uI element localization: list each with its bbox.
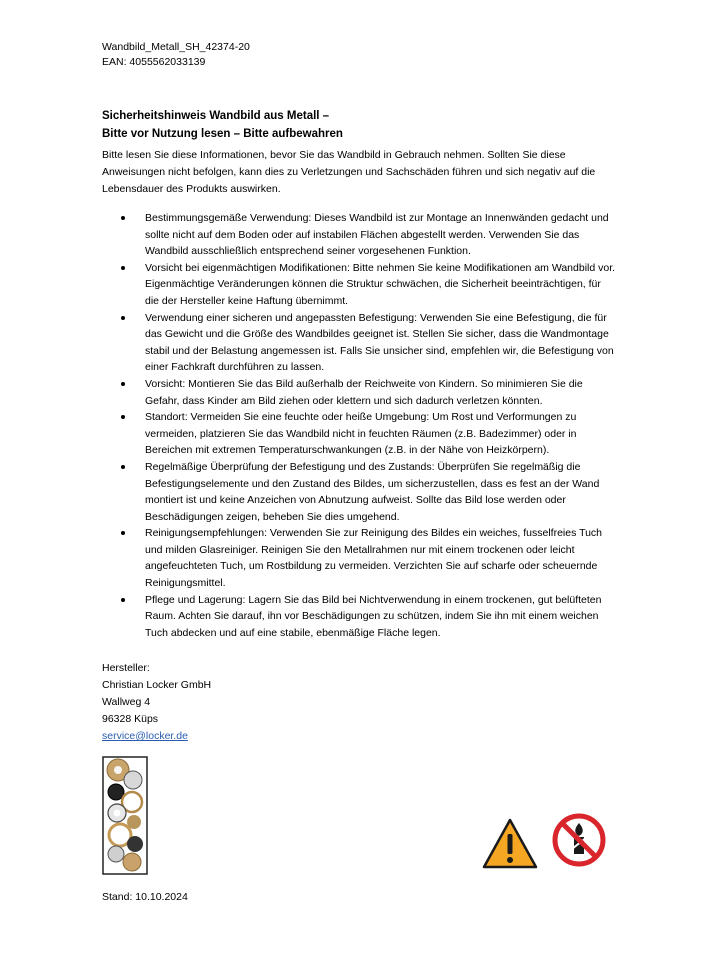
manufacturer-street: Wallweg 4 [102, 696, 151, 709]
list-item: Vorsicht bei eigenmächtigen Modifikationen: Bitte nehmen Sie keine Modifikationen am Wandbild vor. Eigenmächtige Veränderungen können die Struktur schwächen, die Sicherheit beeinträchtigen, für die der Hersteller keine Haftung übernimmt. [102, 260, 617, 310]
bullet-icon [121, 415, 125, 419]
document [102, 40, 622, 745]
bullet-icon [121, 382, 125, 386]
title-line-2: Bitte vor Nutzung lesen – Bitte aufbewahren [102, 128, 343, 140]
bullet-icon [121, 216, 125, 220]
list-item: Verwendung einer sicheren und angepassten Befestigung: Verwenden Sie eine Befestigung, die für das Gewicht und die Größe des Wandbildes geeignet ist. Stellen Sie sicher, dass die Wandmontage stabil und der Belastung angemessen ist. Falls Sie unsicher sind, empfehlen wir, die Befestigung von einer Fachkraft durchführen zu lassen. [102, 310, 617, 376]
bullet-icon [121, 266, 125, 270]
revision-date: Stand: 10.10.2024 [102, 891, 188, 903]
bullet-icon [121, 531, 125, 535]
title-line-1: Sicherheitshinweis Wandbild aus Metall – [102, 110, 330, 122]
list-item: Bestimmungsgemäße Verwendung: Dieses Wandbild ist zur Montage an Innenwänden gedacht und sollte nicht auf dem Boden oder auf instabilen Flächen abgestellt werden. Verwenden Sie das Wandbild ausschließlich entsprechend seiner vorgesehenen Funktion. [102, 210, 617, 260]
manufacturer-name: Christian Locker GmbH [102, 679, 212, 692]
no-open-flame-icon [552, 813, 606, 867]
product-image [102, 756, 148, 875]
list-item: Pflege und Lagerung: Lagern Sie das Bild bei Nichtverwendung in einem trockenen, gut belüfteten Raum. Achten Sie darauf, ihn vor Beschädigungen zu schützen, indem Sie ihn mit einem weichen Tuch abdecken und auf eine stabile, ebenmäßige Fläche legen. [102, 592, 617, 642]
bullet-icon [121, 465, 125, 469]
warning-triangle-icon [482, 818, 538, 870]
ean-number: EAN: 4055562033139 [102, 56, 206, 68]
manufacturer-label: Hersteller: [102, 662, 150, 675]
list-item: Vorsicht: Montieren Sie das Bild außerhalb der Reichweite von Kindern. So minimieren Sie die Gefahr, dass Kinder am Bild ziehen oder klettern und sich dadurch verletzen könnten. [102, 376, 617, 409]
list-item: Reinigungsempfehlungen: Verwenden Sie zur Reinigung des Bildes ein weiches, fusselfreies Tuch und milden Glasreiniger. Reinigen Sie den Metallrahmen nur mit einem trockenen oder leicht angefeuchteten Tuch, um Rostbildung zu vermeiden. Verzichten Sie auf scharfe oder scheuernde Reinigungsmittel. [102, 525, 617, 591]
intro-paragraph: Bitte lesen Sie diese Informationen, bevor Sie das Wandbild in Gebrauch nehmen. Sollten Sie diese Anweisungen nicht befolgen, kann dies zu Verletzungen und Sachschäden führen und sich negativ auf die Lebensdauer des Produkts auswirken. [102, 149, 596, 195]
safety-list [102, 210, 617, 641]
document-title [102, 107, 622, 143]
manufacturer-block [102, 660, 622, 745]
manufacturer-city: 96328 Küps [102, 713, 159, 726]
bullet-icon [121, 316, 125, 320]
manufacturer-email-link[interactable]: service@locker.de [102, 730, 188, 743]
article-number: Wandbild_Metall_SH_42374-20 [102, 41, 250, 53]
bullet-icon [121, 598, 125, 602]
list-item: Standort: Vermeiden Sie eine feuchte oder heiße Umgebung: Um Rost und Verformungen zu vermeiden, platzieren Sie das Wandbild nicht in feuchten Räumen (z.B. Badezimmer) oder in Bereichen mit extremen Temperaturschwankungen (z.B. in der Nähe von Heizkörpern). [102, 409, 617, 459]
list-item: Regelmäßige Überprüfung der Befestigung und des Zustands: Überprüfen Sie regelmäßig die Befestigungselemente und den Zustand des Bildes, um sicherzustellen, dass es fest an der Wand montiert ist und keine Anzeichen von Abnutzung aufweist. Sollte das Bild lose werden oder Beschädigungen zeigen, beheben Sie dies umgehend. [102, 459, 617, 525]
